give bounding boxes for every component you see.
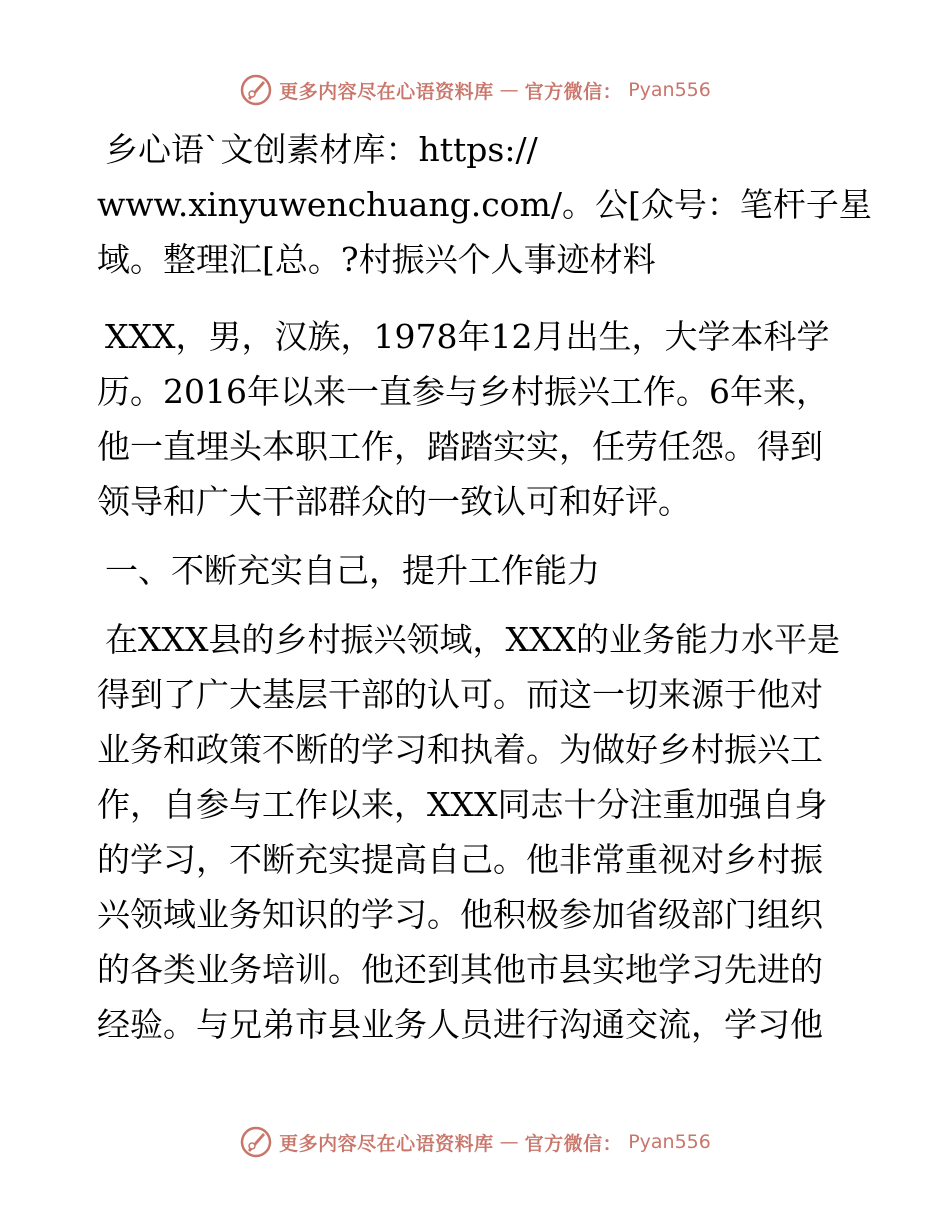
watermark-wechat-id: Pyan556 (628, 79, 711, 101)
intro-line: 领导和广大干部群众的一致认可和好评。 (97, 482, 691, 521)
quill-logo-icon (239, 73, 273, 107)
body-line: 的学习，不断充实提高自己。他非常重视对乡村振 (97, 840, 823, 879)
watermark-separator: — (499, 1131, 519, 1153)
body-line: 作，自参与工作以来，XXX同志十分注重加强自身 (97, 785, 828, 824)
intro-line: 他一直埋头本职工作，踏踏实实，任劳任怨。得到 (97, 427, 823, 466)
body-line: 业务和政策不断的学习和执着。为做好乡村振兴工 (97, 730, 823, 769)
intro-line: 历。2016年以来一直参与乡村振兴工作。6年来， (97, 372, 829, 411)
title-line: www.xinyuwenchuang.com/。公[众号：笔杆子星 (97, 185, 872, 224)
watermark-header (0, 70, 950, 110)
intro-paragraph (97, 309, 857, 529)
intro-line: XXX，男，汉族，1978年12月出生，大学本科学 (105, 317, 830, 356)
watermark-footer (0, 1122, 950, 1162)
body-line: 经验。与兄弟市县业务人员进行沟通交流，学习他 (97, 1005, 823, 1044)
document-body (97, 122, 872, 1066)
title-line: 乡心语`文创素材库：https:// (105, 130, 538, 169)
watermark-text: 更多内容尽在心语资料库 (279, 1132, 494, 1155)
watermark-label: 官方微信： (524, 80, 623, 103)
title-line: 域。整理汇[总。?村振兴个人事迹材料 (97, 240, 656, 279)
document-title (97, 122, 872, 287)
body-line: 的各类业务培训。他还到其他市县实地学习先进的 (97, 950, 823, 989)
watermark-label: 官方微信： (524, 1132, 623, 1155)
quill-logo-icon (239, 1125, 273, 1159)
body-line: 兴领域业务知识的学习。他积极参加省级部门组织 (97, 895, 823, 934)
watermark-text: 更多内容尽在心语资料库 (279, 80, 494, 103)
body-paragraph (97, 612, 857, 1052)
body-line: 得到了广大基层干部的认可。而这一切来源于他对 (97, 675, 823, 714)
section-heading: 一、不断充实自己，提升工作能力 (105, 551, 600, 590)
watermark-separator: — (499, 79, 519, 101)
body-line: 在XXX县的乡村振兴领域，XXX的业务能力水平是 (105, 620, 840, 659)
watermark-wechat-id: Pyan556 (628, 1131, 711, 1153)
